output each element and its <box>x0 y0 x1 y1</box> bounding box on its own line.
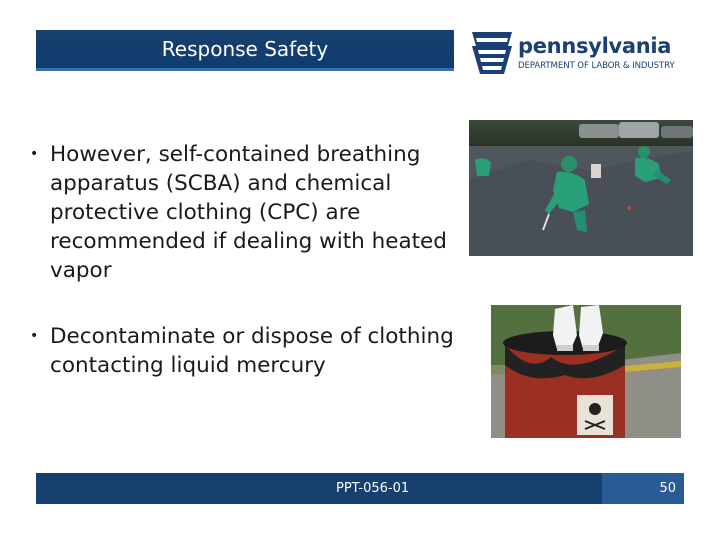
waste-barrel-photo <box>491 305 681 438</box>
logo-wordmark: pennsylvania <box>518 34 672 58</box>
pennsylvania-logo <box>470 28 700 78</box>
bullet-marker: • <box>30 328 39 344</box>
page-number: 50 <box>659 481 676 496</box>
responders-in-protective-suits-icon <box>469 120 693 256</box>
page-number-box <box>602 473 684 504</box>
bullet-item <box>30 322 470 380</box>
logo-subtitle: DEPARTMENT OF LABOR & INDUSTRY <box>518 61 675 71</box>
keystone-icon <box>470 28 514 76</box>
footer-bar <box>36 473 602 504</box>
bullet-text: Decontaminate or dispose of clothing contacting liquid mercury <box>50 324 454 378</box>
shoes-in-waste-barrel-icon <box>491 305 681 438</box>
bullet-list <box>30 140 470 417</box>
responders-photo <box>469 120 693 256</box>
bullet-item <box>30 140 470 285</box>
footer-document-code: PPT-056-01 <box>336 481 410 496</box>
bullet-marker: • <box>30 146 39 162</box>
bullet-text: However, self-contained breathing apparatus (SCBA) and chemical protective clothing (CPC) are recommended if dealing with heated vapor <box>50 142 447 283</box>
slide-title-bar <box>36 30 454 71</box>
slide-title: Response Safety <box>161 37 329 61</box>
